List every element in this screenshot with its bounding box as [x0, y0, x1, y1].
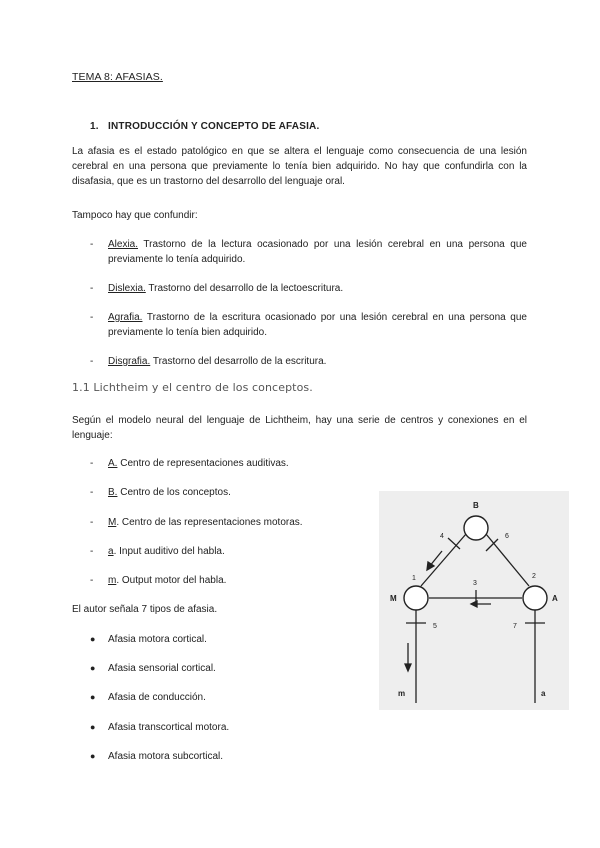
list-marker: -: [90, 312, 94, 323]
bullet-icon: ●: [90, 634, 96, 644]
list-marker: -: [90, 546, 94, 557]
list-item: [90, 720, 229, 735]
label-b: B: [473, 501, 479, 510]
label-a-upper: A: [552, 594, 558, 603]
aphasia-type: Afasia motora cortical.: [108, 634, 207, 645]
edge-b-a: [486, 534, 529, 586]
term-definition: Trastorno del desarrollo de la lectoescritura.: [145, 283, 344, 294]
list-item: [90, 544, 370, 559]
arrow-b-m-head: [427, 562, 434, 570]
edge-b-m: [421, 534, 466, 586]
label-m-upper: M: [390, 594, 397, 603]
term-definition: Trastorno de la lectura ocasionado por una lesión cerebral en una persona que previamente lo tenía adquirido.: [108, 239, 527, 265]
list-marker: -: [90, 487, 94, 498]
aphasia-type: Afasia transcortical motora.: [108, 722, 230, 733]
node-a: [523, 586, 547, 610]
confusion-intro: Tampoco hay que confundir:: [72, 210, 198, 221]
term-a-lower: a: [108, 546, 114, 557]
lichtheim-diagram-svg: [379, 491, 569, 710]
model-paragraph: Según el modelo neural del lenguaje de Lichtheim, hay una serie de centros y conexiones en el lenguaje:: [72, 415, 527, 441]
list-marker: -: [90, 517, 94, 528]
label-a-lower: a: [541, 689, 546, 698]
subsection-heading: 1.1 Lichtheim y el centro de los conceptos.: [72, 381, 313, 394]
list-item: [90, 632, 207, 647]
bullet-icon: ●: [90, 663, 96, 673]
number-1: 1: [412, 575, 416, 582]
bullet-icon: ●: [90, 751, 96, 761]
node-b: [464, 516, 488, 540]
term-dislexia: Dislexia.: [108, 283, 146, 294]
bullet-icon: ●: [90, 722, 96, 732]
aphasia-type: Afasia motora subcortical.: [108, 751, 224, 762]
aphasia-type: Afasia sensorial cortical.: [108, 663, 216, 674]
number-3: 3: [473, 580, 477, 587]
list-marker: -: [90, 575, 94, 586]
list-item: [90, 237, 527, 267]
term-m-upper: M: [108, 517, 117, 528]
lichtheim-diagram: [379, 491, 569, 710]
document-title: TEMA 8: AFASIAS.: [72, 71, 163, 83]
number-4: 4: [440, 533, 444, 540]
term-definition: . Centro de las representaciones motoras.: [116, 517, 303, 528]
term-definition: . Output motor del habla.: [116, 575, 227, 586]
list-marker: -: [90, 458, 94, 469]
list-item: [90, 690, 206, 705]
term-alexia: Alexia.: [108, 239, 139, 250]
list-marker: -: [90, 356, 94, 367]
types-intro: El autor señala 7 tipos de afasia.: [72, 604, 218, 615]
list-item: [90, 573, 370, 588]
section-heading-text: INTRODUCCIÓN Y CONCEPTO DE AFASIA.: [108, 121, 320, 132]
aphasia-type: Afasia de conducción.: [108, 692, 206, 703]
list-item: [90, 354, 527, 369]
term-a-upper: A.: [108, 458, 118, 469]
list-item: [90, 515, 370, 530]
intro-paragraph: La afasia es el estado patológico en que se altera el lenguaje como consecuencia de una lesión cerebral en una persona que previamente lo tenía bien adquirido. No hay que confundirla con la disafasia, que es un trastorno del desarrollo del lenguaje oral.: [72, 146, 527, 187]
list-marker: -: [90, 239, 94, 250]
term-definition: Trastorno del desarrollo de la escritura.: [150, 356, 327, 367]
list-item: [90, 310, 527, 340]
list-item: [90, 485, 370, 500]
term-m-lower: m: [108, 575, 117, 586]
term-definition: Centro de los conceptos.: [117, 487, 231, 498]
arrow-a-m-head: [471, 601, 477, 607]
term-agrafia: Agrafia.: [108, 312, 143, 323]
list-item: [90, 749, 223, 764]
arrow-output-head: [405, 664, 411, 671]
term-definition: Trastorno de la escritura ocasionado por una lesión cerebral en una persona que previamente lo tenía bien adquirido.: [108, 312, 527, 338]
section-number: 1.: [90, 121, 99, 132]
list-item: [90, 661, 216, 676]
label-m-lower: m: [398, 689, 406, 698]
list-marker: -: [90, 283, 94, 294]
bullet-icon: ●: [90, 692, 96, 702]
number-5: 5: [433, 623, 437, 630]
term-definition: . Input auditivo del habla.: [113, 546, 225, 557]
term-b-upper: B.: [108, 487, 118, 498]
term-disgrafia: Disgrafia.: [108, 356, 151, 367]
number-2: 2: [532, 573, 536, 580]
list-item: [90, 456, 370, 471]
term-definition: Centro de representaciones auditivas.: [117, 458, 289, 469]
node-m: [404, 586, 428, 610]
section-heading: [90, 121, 319, 132]
number-6: 6: [505, 533, 509, 540]
list-item: [90, 281, 527, 296]
number-7: 7: [513, 623, 517, 630]
